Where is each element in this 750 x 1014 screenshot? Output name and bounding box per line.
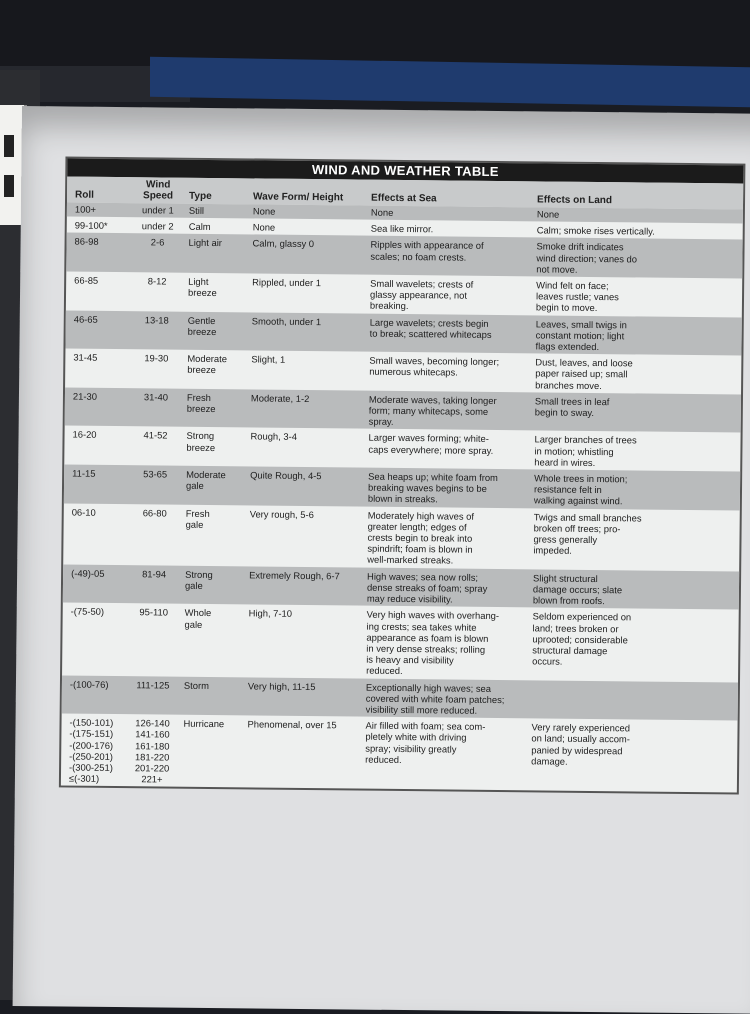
table-row: [62, 603, 739, 682]
cell-speed: 31-40: [143, 391, 169, 403]
cell-speed: 2-6: [150, 236, 165, 248]
cell-type: Still: [188, 204, 205, 216]
header-land: Effects on Land: [536, 194, 613, 207]
cell-land: Dust, leaves, and loose paper raised up; small branches move.: [535, 356, 633, 391]
cell-land: Calm; smoke rises vertically.: [536, 224, 655, 237]
cell-sea: Moderate waves, taking longer form; many whitecaps, some spray.: [368, 393, 497, 428]
cell-sea: Air filled with foam; sea com- pletely white with driving spray; visibility greatly reduced.: [365, 719, 486, 765]
cell-sea: Moderately high waves of greater length; edges of crests begin to break into spindrift; foam is blown in well-marked streaks.: [367, 509, 475, 567]
cell-roll: 100+: [74, 203, 97, 215]
cell-sea: Very high waves with overhang- ing crests; sea takes white appearance as foam is blown in very dense streaks; rolling is heavy and visibility reduced.: [366, 608, 500, 677]
header-wind-speed: Wind Speed: [142, 179, 174, 202]
cell-land: Smoke drift indicates wind direction; vanes do not move.: [536, 240, 638, 275]
cell-roll: 99-100*: [74, 219, 108, 232]
cell-sea: Larger waves forming; white- caps everywhere; more spray.: [368, 432, 494, 456]
cell-wave: Extremely Rough, 6-7: [249, 569, 340, 582]
table-body: [61, 202, 743, 792]
cell-roll: -(100-76): [69, 678, 109, 690]
cell-type: Calm: [188, 220, 211, 233]
cell-wave: Smooth, under 1: [251, 315, 322, 327]
cell-roll: (-49)-05: [71, 567, 105, 579]
cell-wave: Moderate, 1-2: [250, 392, 310, 404]
wind-weather-table: [59, 156, 746, 794]
cell-sea: Small waves, becoming longer; numerous whitecaps.: [369, 354, 500, 379]
cell-land: Very rarely experienced on land; usually accom- panied by widespread damage.: [531, 721, 631, 767]
cell-land: Seldom experienced on land; trees broken or uprooted; considerable structural damage occurs.: [532, 610, 632, 667]
cell-land: Whole trees in motion; resistance felt in walking against wind.: [533, 472, 628, 507]
cell-sea: Ripples with appearance of scales; no foam crests.: [370, 239, 484, 263]
cell-wave: Rippled, under 1: [252, 276, 322, 289]
cell-land: [524, 683, 738, 719]
cell-type: Gentle breeze: [187, 314, 217, 337]
table-row: [61, 714, 738, 793]
cell-type: Light breeze: [187, 275, 217, 299]
cell-land: Wind felt on face; leaves rustle; vanes begin to move.: [535, 279, 619, 314]
background-top: [0, 0, 750, 70]
cell-type: Light air: [188, 237, 222, 249]
table-row: [63, 503, 740, 571]
cell-sea: Sea heaps up; white foam from breaking waves begins to be blown in streaks.: [367, 470, 498, 505]
cell-type: Whole gale: [184, 607, 212, 630]
cell-sea: Large wavelets; crests begin to break; scattered whitecaps: [369, 316, 492, 340]
cell-speed: 41-52: [143, 429, 168, 441]
cell-wave: Quite Rough, 4-5: [250, 469, 322, 482]
cell-wave: Phenomenal, over 15: [247, 718, 337, 731]
cell-land: Leaves, small twigs in constant motion; light flags extended.: [535, 318, 627, 353]
cell-sea: Sea like mirror.: [370, 222, 434, 235]
book-page: [13, 106, 750, 1014]
cell-speed: 95-110: [139, 606, 169, 618]
cell-roll: 66-85: [74, 274, 99, 286]
cell-speed: under 2: [141, 220, 174, 232]
cell-roll: 86-98: [74, 235, 99, 248]
cell-wave: High, 7-10: [248, 607, 293, 620]
table-title: WIND AND WEATHER TABLE: [67, 158, 743, 183]
cell-type: Fresh breeze: [186, 391, 216, 415]
cell-wave: Very high, 11-15: [247, 679, 316, 692]
cell-type: Strong gale: [184, 568, 213, 591]
header-wave: Wave Form/ Height: [253, 191, 344, 204]
cell-wave: None: [252, 205, 276, 217]
cell-type: Storm: [183, 679, 210, 691]
cell-type: Moderate breeze: [187, 352, 228, 376]
cell-land: Twigs and small branches broken off trees; pro- gress generally impeded.: [533, 511, 642, 557]
cell-roll: 11-15: [72, 467, 96, 479]
cell-roll: -(150-101) -(175-151) -(200-176) -(250-201) -(300-251) ≤(-301): [68, 716, 114, 784]
cell-wave: None: [252, 221, 276, 233]
cell-speed: 126-140 141-160 161-180 181-220 201-220 221+: [134, 717, 170, 785]
cell-land: Small trees in leaf begin to sway.: [534, 395, 610, 419]
cell-speed: 8-12: [147, 275, 167, 287]
header-roll: Roll: [75, 189, 95, 201]
cell-type: Fresh gale: [185, 507, 210, 530]
cell-land: Larger branches of trees in motion; whistling heard in wires.: [534, 433, 637, 468]
cell-sea: None: [370, 206, 394, 218]
cell-land: Slight structural damage occurs; slate blown from roofs.: [532, 572, 623, 607]
cell-wave: Slight, 1: [251, 353, 286, 366]
cell-speed: under 1: [141, 204, 174, 216]
cell-roll: 06-10: [71, 506, 96, 518]
header-type: Type: [189, 190, 212, 202]
cell-wave: Calm, glassy 0: [252, 237, 315, 250]
cell-roll: 31-45: [73, 351, 98, 364]
cell-land: None: [536, 208, 560, 220]
cell-speed: 53-65: [143, 468, 168, 480]
cell-wave: Rough, 3-4: [250, 430, 297, 443]
cell-speed: 19-30: [144, 352, 169, 364]
cell-wave: Very rough, 5-6: [249, 508, 314, 520]
cell-roll: 46-65: [73, 313, 98, 325]
cell-sea: Exceptionally high waves; sea covered with white foam patches; visibility still more reduced.: [365, 681, 505, 716]
cell-roll: -(75-50): [70, 605, 105, 618]
cell-speed: 111-125: [136, 678, 170, 691]
header-sea: Effects at Sea: [370, 192, 437, 205]
cell-roll: 21-30: [72, 390, 98, 402]
cell-speed: 13-18: [144, 313, 169, 326]
cell-roll: 16-20: [72, 429, 97, 441]
cell-speed: 81-94: [142, 567, 167, 580]
cell-type: Strong breeze: [186, 430, 216, 453]
cell-sea: Small wavelets; crests of glassy appearance, not breaking.: [369, 277, 474, 312]
cell-speed: 66-80: [142, 506, 167, 519]
cell-type: Hurricane: [183, 717, 225, 730]
cell-sea: High waves; sea now rolls; dense streaks of foam; spray may reduce visibility.: [366, 570, 488, 605]
cell-type: Moderate gale: [185, 468, 226, 492]
